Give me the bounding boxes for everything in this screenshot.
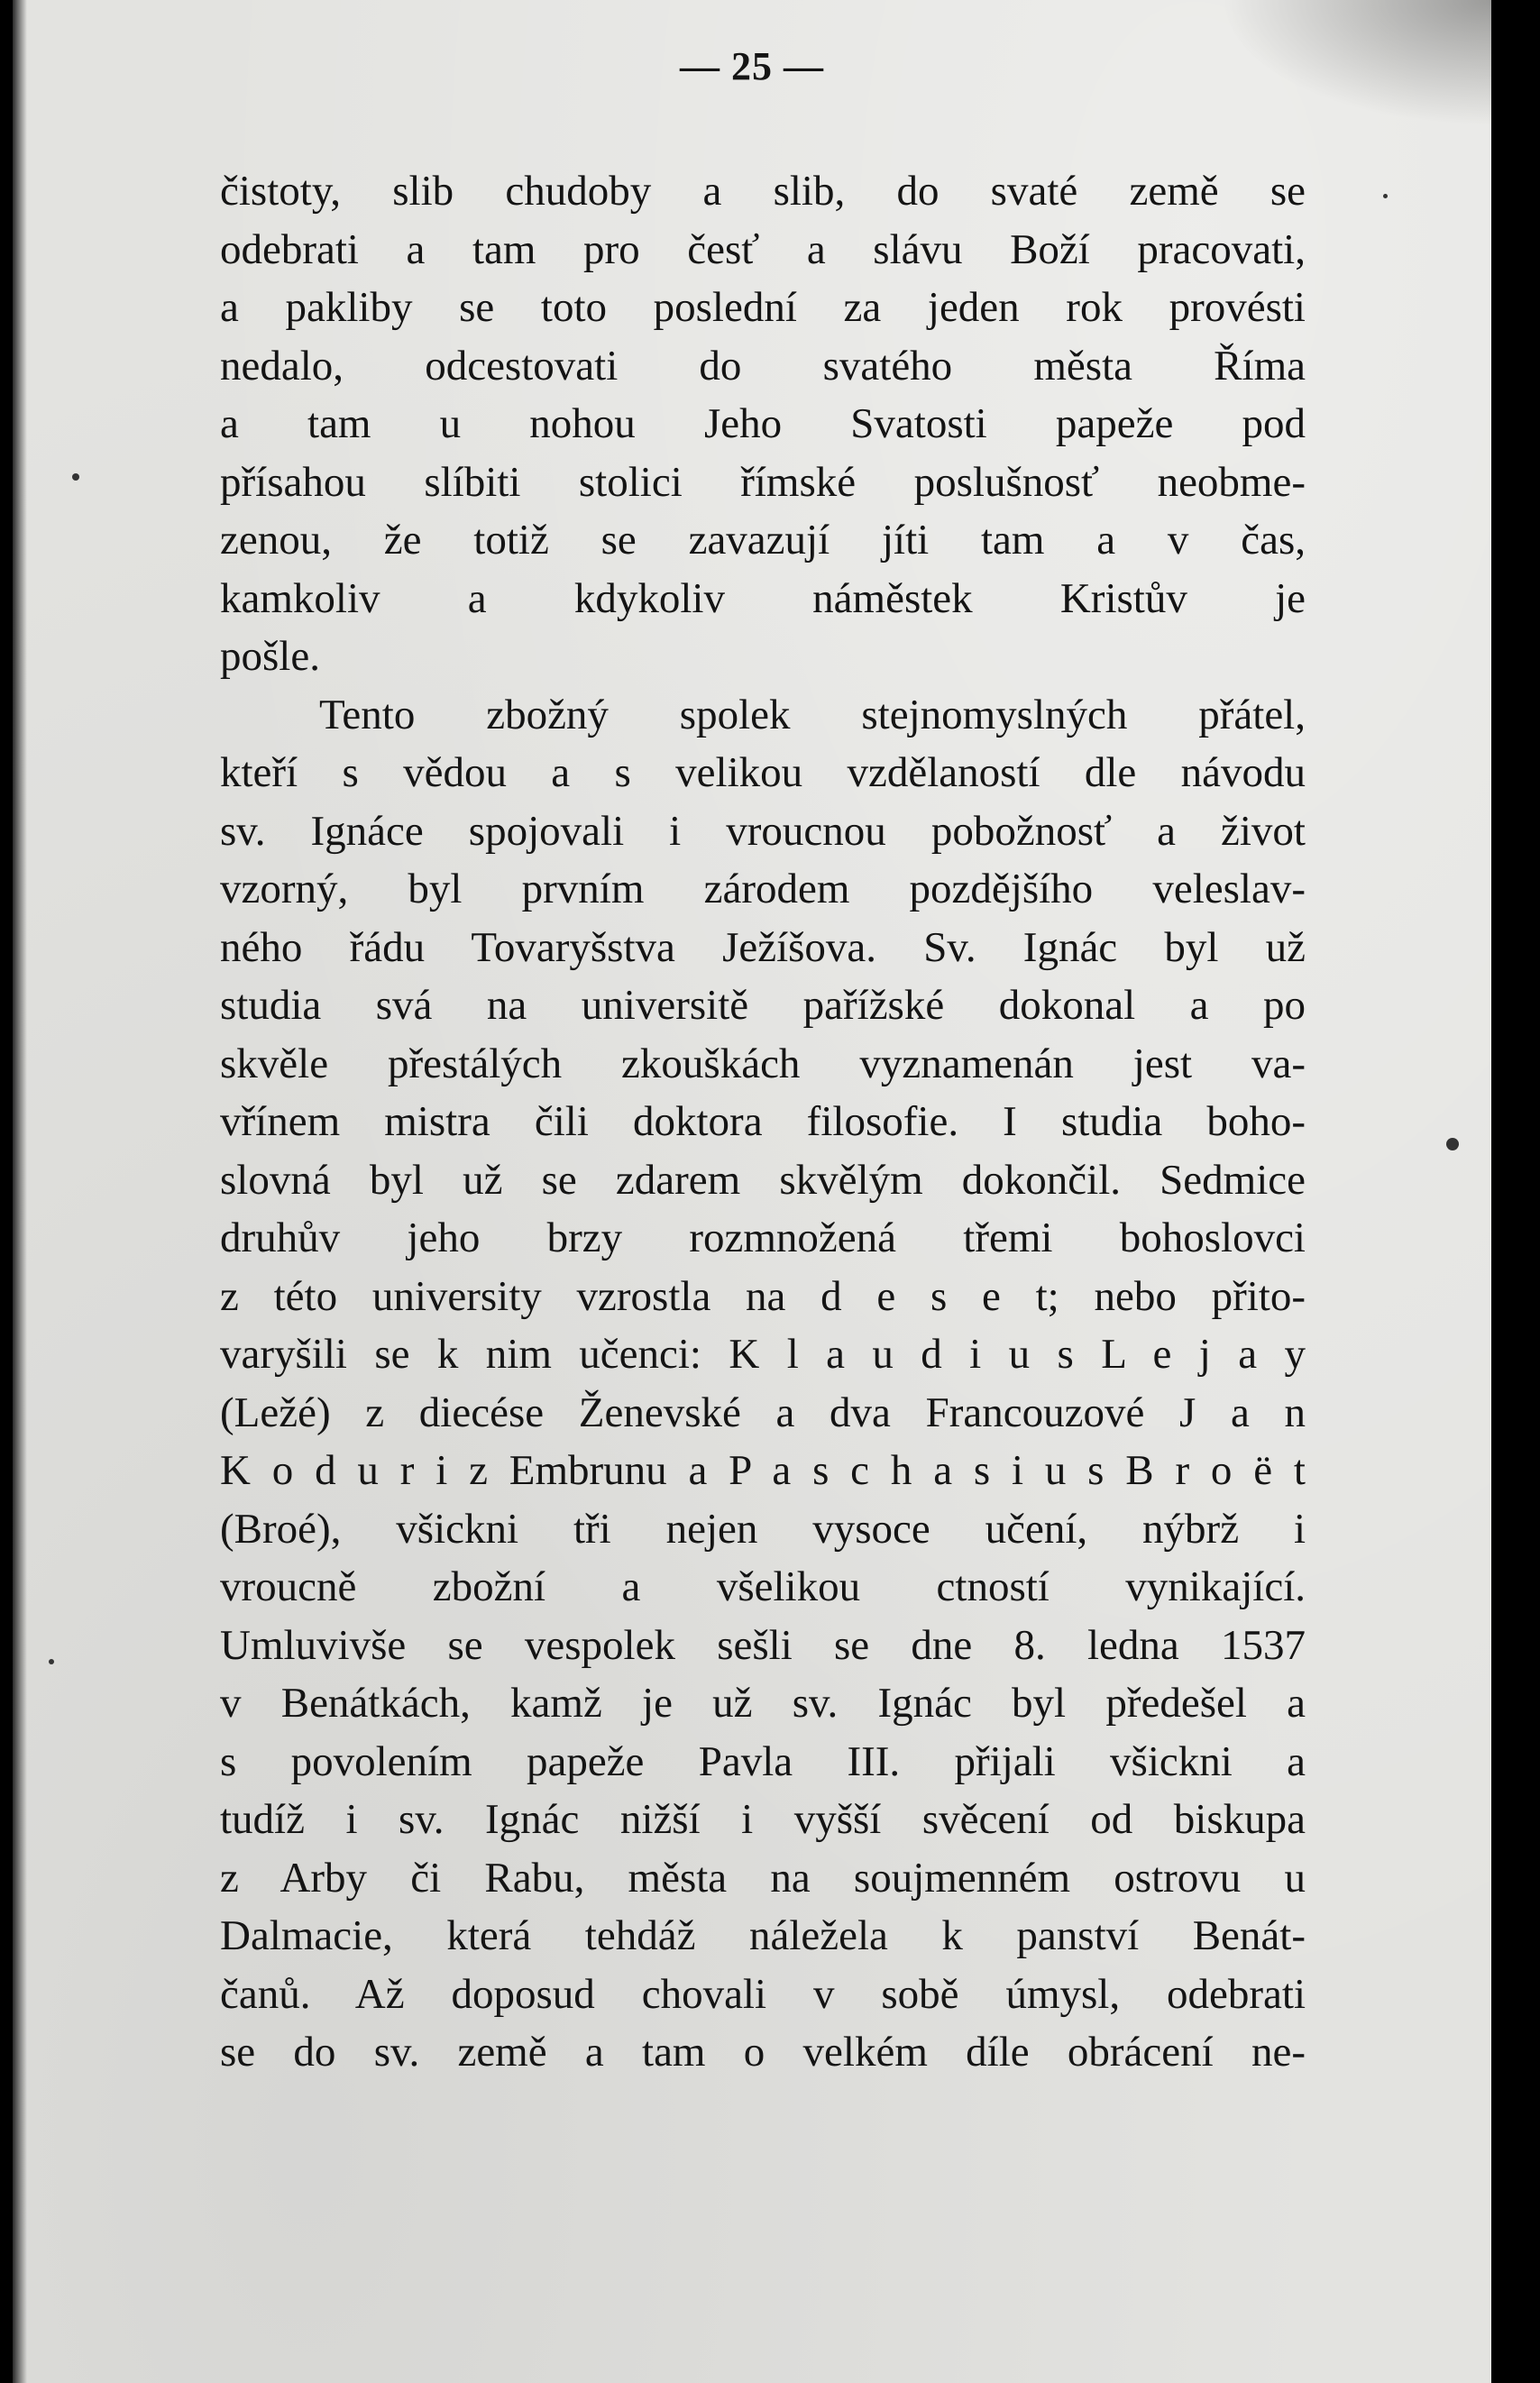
text-line: studia svá na universitě pařížské dokonal a po (220, 982, 1306, 1029)
body-text (220, 162, 1306, 2082)
text-line: (Broé), všickni tři nejen vysoce učení, nýbrž i (220, 1505, 1306, 1553)
text-line: z této university vzrostla na d e s e t; nebo přito- (220, 1272, 1306, 1320)
text-line: v Benátkách, kamž je už sv. Ignác byl předešel a (220, 1680, 1306, 1727)
text-line: kamkoliv a kdykoliv náměstek Kristův je (220, 574, 1306, 622)
text-line: Dalmacie, která tehdáž náležela k panství Benát- (220, 1912, 1306, 1959)
text-line: se do sv. země a tam o velkém díle obrácení ne- (220, 2029, 1306, 2076)
text-line: sv. Ignáce spojovali i vroucnou pobožnosť a život (220, 807, 1306, 855)
text-line: (Ležé) z diecése Ženevské a dva Francouzové J a n (220, 1389, 1306, 1436)
text-line: vzorný, byl prvním zárodem pozdějšího veleslav- (220, 866, 1306, 912)
text-line: pošle. (220, 633, 320, 680)
text-line: slovná byl už se zdarem skvělým dokončil. Sedmice (220, 1156, 1306, 1204)
page-left-edge-shadow (13, 0, 27, 2383)
text-line: vroucně zbožní a všelikou ctností vynikající. (220, 1563, 1306, 1610)
ink-speck (49, 1659, 54, 1664)
text-line: varyšili se k nim učenci: K l a u d i u s L e j a y (220, 1331, 1306, 1378)
page-number: — 25 — (680, 44, 824, 88)
ink-speck (1383, 194, 1388, 198)
book-page (13, 0, 1491, 2383)
text-line: K o d u r i z Embrunu a P a s c h a s i u s B r o ë t (220, 1447, 1306, 1494)
text-line: vřínem mistra čili doktora filosofie. I studia boho- (220, 1098, 1306, 1145)
text-line: kteří s vědou a s velikou vzdělaností dle návodu (220, 749, 1306, 796)
text-line: nedalo, odcestovati do svatého města Říma (220, 342, 1306, 390)
text-line: druhův jeho brzy rozmnožená třemi bohoslovci (220, 1214, 1306, 1261)
paragraph-start-line: Tento zbožný spolek stejnomyslných přátel, (319, 691, 1306, 738)
text-line: z Arby či Rabu, města na soujmenném ostrovu u (220, 1854, 1306, 1902)
ink-speck (1446, 1138, 1459, 1150)
ink-speck (72, 473, 79, 481)
text-line: a pakliby se toto poslední za jeden rok provésti (220, 284, 1306, 331)
text-line: skvěle přestálých zkouškách vyznamenán jest va- (220, 1040, 1306, 1087)
text-line: čistoty, slib chudoby a slib, do svaté země se (220, 168, 1306, 215)
text-line: s povolením papeže Pavla III. přijali všicknі a (220, 1737, 1306, 1785)
text-line: odebrati a tam pro česť a slávu Boží pracovati, (220, 225, 1306, 273)
text-line: zenou, že totiž se zavazují jíti tam a v čas, (220, 517, 1306, 564)
text-line: přísahou slíbiti stolici římské poslušnosť neobme- (220, 458, 1306, 506)
text-line: a tam u nohou Jeho Svatosti papeže pod (220, 400, 1306, 447)
text-line: čanů. Až doposud chovali v sobě úmysl, odebrati (220, 1970, 1306, 2018)
text-line: Umluvivše se vespolek sešli se dne 8. ledna 1537 (220, 1621, 1306, 1669)
text-line: ného řádu Tovaryšstva Ježíšova. Sv. Ignác byl už (220, 923, 1306, 971)
text-line: tudíž i sv. Ignác nižší i vyšší svěcení od biskupa (220, 1796, 1306, 1843)
